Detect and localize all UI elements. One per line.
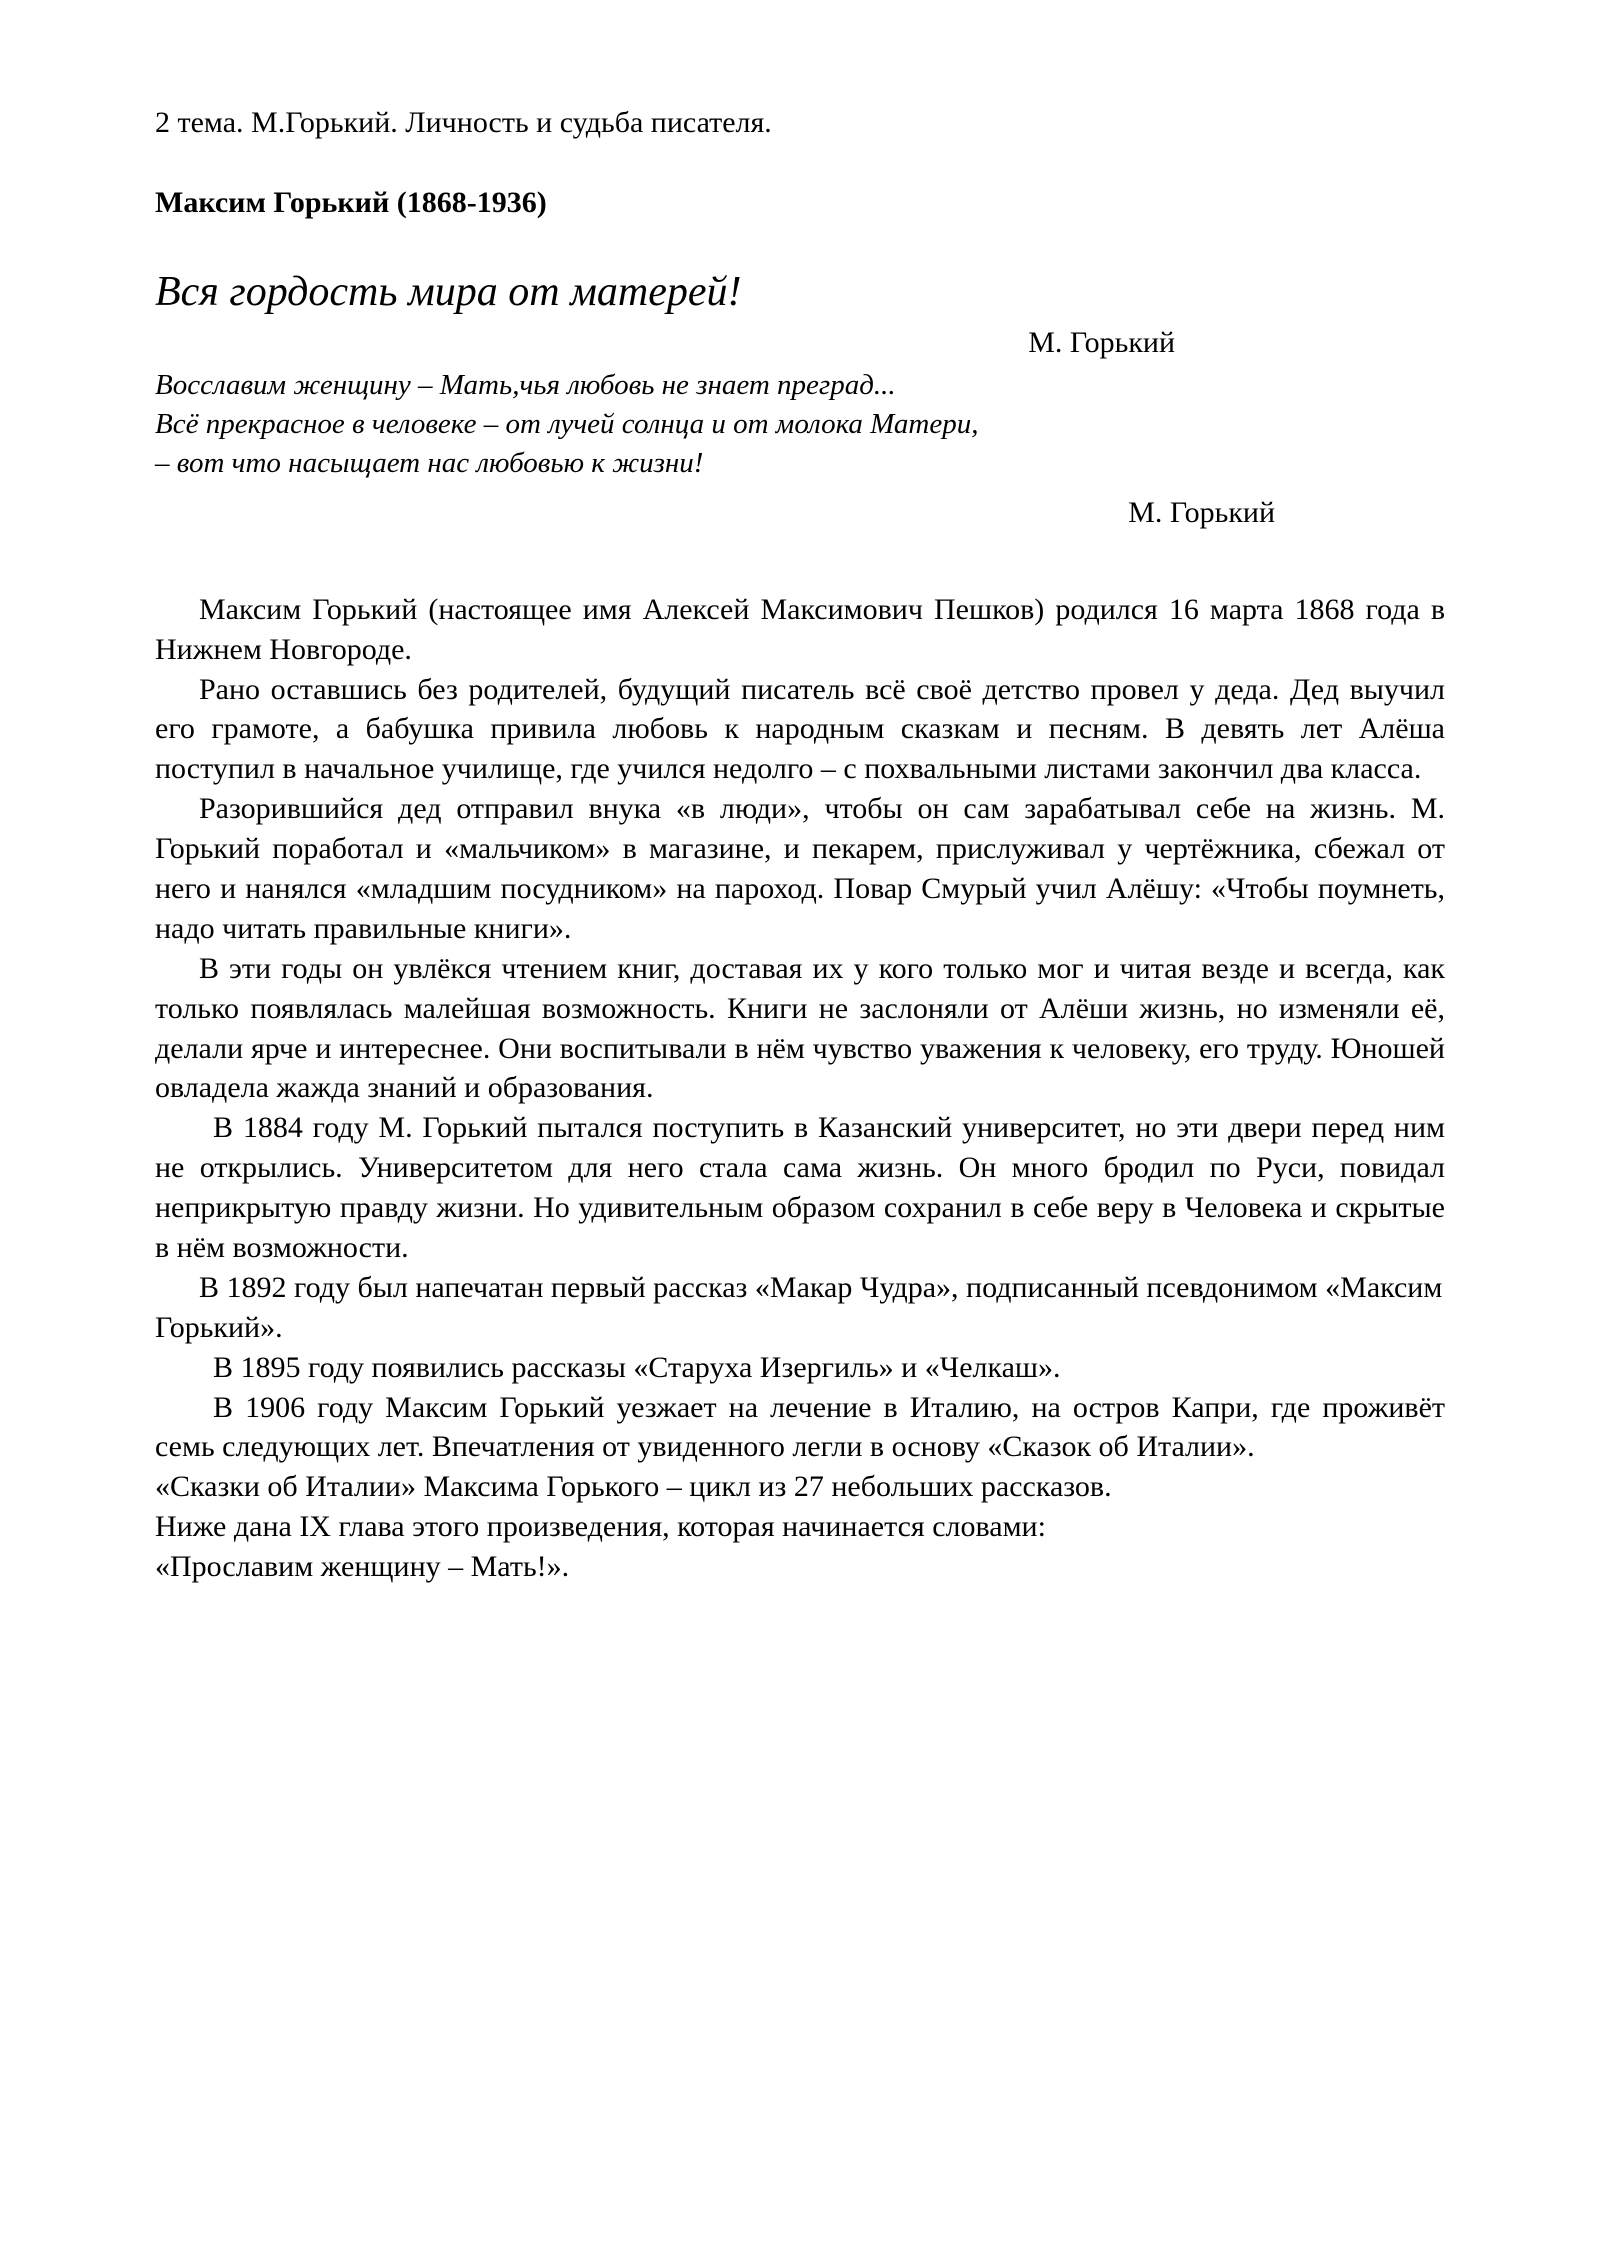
body-paragraph: Разорившийся дед отправил внука «в люди», чтобы он сам зарабатывал себе на жизнь. М. Горький поработал и «мальчиком» в магазине, и пекарем, прислуживал у чертёжника, сбежал от него и нанялся «младшим посудником» на пароход. Повар Смурый учил Алёшу: «Чтобы поумнеть, надо читать правильные книги». [155,792,1445,945]
epigraph-lines [155,366,1445,483]
body-paragraph: «Прославим женщину – Мать!». [155,1550,570,1584]
body-paragraph: Рано оставшись без родителей, будущий писатель всё своё детство провел у деда. Дед выучил его грамоте, а бабушка привила любовь к народным сказкам и песням. В девять лет Алёша поступил в начальное училище, где учился недолго – с похвальными листами закончил два класса. [155,672,1445,786]
document-body [155,104,1445,1587]
body-paragraph: В эти годы он увлёкся чтением книг, доставая их у кого только мог и читая везде и всегда, как только появлялась малейшая возможность. Книги не заслоняли от Алёши жизнь, но изменяли её, делали ярче и интереснее. Они воспитывали в нём чувство уважения к человеку, его труду. Юношей овладела жажда знаний и образования. [155,951,1445,1105]
body-paragraph: В 1884 году М. Горький пытался поступить в Казанский университет, но эти двери перед ним не открылись. Университетом для него стала сама жизнь. Он много бродил по Руси, повидал неприкрытую правду жизни. Но удивительным образом сохранил в себе веру в Человека и скрытые в нём возможности. [155,1111,1445,1264]
epigraph-attribution-bottom: М. Горький [1128,495,1275,529]
epigraph-line: Восславим женщину – Мать,чья любовь не знает преград... [155,369,896,402]
epigraph-line: Всё прекрасное в человеке – от лучей солнца и от молока Матери, [155,408,979,441]
body-paragraph: В 1906 году Максим Горький уезжает на лечение в Италию, на остров Капри, где проживёт семь следующих лет. Впечатления от увиденного легли в основу «Сказок об Италии». [155,1390,1445,1464]
body-paragraph: Ниже дана IX глава этого произведения, которая начинается словами: [155,1510,1046,1544]
topic-line: 2 тема. М.Горький. Личность и судьба писателя. [155,106,772,139]
body-paragraph: «Сказки об Италии» Максима Горького – цикл из 27 небольших рассказов. [155,1470,1112,1504]
author-heading: Максим Горький (1868-1936) [155,186,547,220]
body-paragraph: Максим Горький (настоящее имя Алексей Максимович Пешков) родился 16 марта 1868 года в Нижнем Новгороде. [155,592,1445,666]
body-paragraph: В 1892 году был напечатан первый рассказ «Макар Чудра», подписанный псевдонимом «Максим Горький». [155,1270,1443,1344]
body-paragraph: В 1895 году появились рассказы «Старуха Изергиль» и «Челкаш». [213,1350,1061,1384]
epigraph-block [155,267,1445,532]
body-text [155,590,1445,1587]
epigraph-title: Вся гордость мира от матерей! [155,268,742,315]
epigraph-attribution-top: М. Горький [1028,326,1175,360]
epigraph-line: – вот что насыщает нас любовью к жизни! [155,446,704,479]
